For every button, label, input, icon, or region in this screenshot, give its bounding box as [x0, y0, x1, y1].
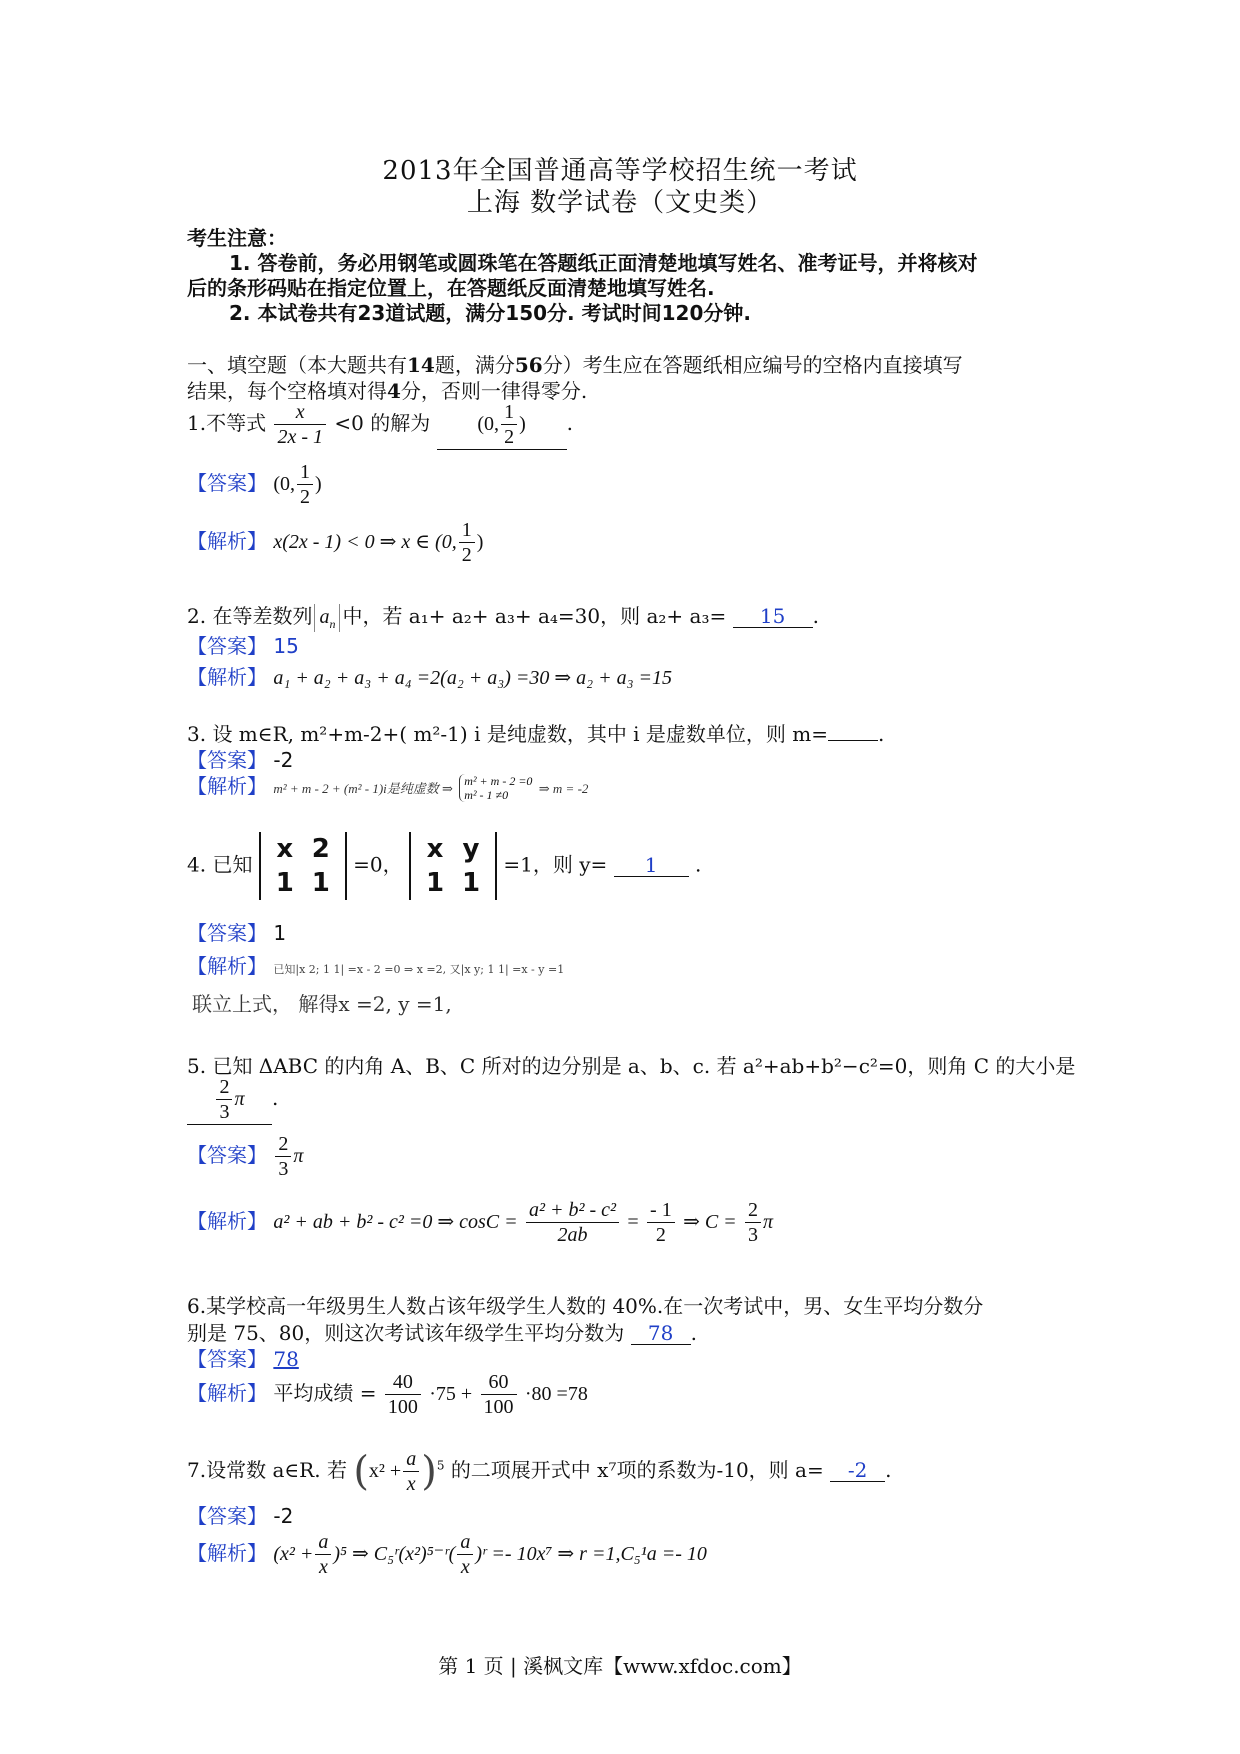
determinant-2: x y 1 1: [409, 832, 497, 900]
page-footer: 第 1 页 | 溪枫文库【www.xfdoc.com】: [438, 1654, 802, 1678]
question-5: 5. 已知 ΔABC 的内角 A、B、C 所对的边分别是 a、b、c. 若 a²+ab+b²−c²=0，则角 C 的大小是: [187, 1054, 1076, 1078]
question-6-line-1: 6.某学校高一年级男生人数占该年级学生人数的 40%.在一次考试中，男、女生平均分数分: [187, 1294, 984, 1318]
question-4: 4. 已知 x 2 1 1 =0， x y 1 1 =1，则 y= 1 .: [187, 834, 702, 898]
analysis-4-line-2: 联立上式， 解得x =2, y =1,: [192, 992, 452, 1016]
answer-5: 【答案】 $\frac{2}{3}$ π: [187, 1133, 304, 1180]
analysis-5: 【解析】 a² + ab + b² - c² =0 ⇒ cosC = $\frac{\text{a² + b² - c²}}{2ab}$ = $\frac{- 1}{2}$ ⇒ C = $\frac{2}{3}$ π: [187, 1199, 774, 1246]
question-7: 7.设常数 a∈R. 若 (x² + $\frac{a}{x}$ )$^5$ 的二项展开式中 x⁷项的系数为-10，则 a= -2 .: [187, 1448, 892, 1495]
exam-title: 2013年全国普通高等学校招生统一考试: [382, 156, 858, 186]
question-3: 3. 设 m∈R, m²+m-2+( m²-1) i 是纯虚数，其中 i 是虚数单位，则 m= .: [187, 722, 885, 746]
notice-item-1-line-1: 1. 答卷前，务必用钢笔或圆珠笔在答题纸正面清楚地填写姓名、准考证号，并将核对: [229, 251, 978, 275]
answer-4: 【答案】 1: [187, 921, 287, 945]
question-2: 2. 在等差数列 $a_n$ 中，若 a₁+ a₂+ a₃+ a₄=30，则 a₂+ a₃= 15 .: [187, 604, 819, 631]
section-heading-line-2: 结果，每个空格填对得4分，否则一律得零分.: [187, 379, 588, 403]
analysis-6: 【解析】 平均成绩 = $\frac{40}{100}$ ·75 + $\frac{60}{100}$ ·80 =78: [187, 1371, 588, 1418]
notice-heading: 考生注意：: [187, 226, 287, 250]
analysis-4: 【解析】 已知|x 2; 1 1| =x - 2 =0 ⇒ x =2, 又|x y; 1 1| =x - y =1: [187, 954, 565, 978]
analysis-3: 【解析】 m² + m - 2 + (m² - 1)i是纯虚数 ⇒ m² + m - 2 =0 m² - 1 ≠0 ⇒ m = -2: [187, 773, 589, 802]
answer-6: 【答案】 78: [187, 1347, 299, 1371]
question-1: 1.不等式 $\frac{x}{2x - 1}$ <0 的解为 (0, $\frac{1}{2}$ ) .: [187, 401, 573, 448]
section-heading-line-1: 一、填空题（本大题共有14题，满分56分）考生应在答题纸相应编号的空格内直接填写: [187, 353, 963, 377]
determinant-1: x 2 1 1: [259, 832, 347, 900]
question-5-blank: $\frac{2}{3}$ π .: [187, 1075, 278, 1125]
answer-1: 【答案】 (0, $\frac{1}{2}$ ): [187, 461, 322, 508]
answer-3: 【答案】 -2: [187, 748, 294, 772]
analysis-7: 【解析】 (x² + $\frac{a}{x}$ )⁵ ⇒ C₅ʳ(x²)⁵⁻ʳ( $\frac{a}{x}$ )ʳ =- 10x⁷ ⇒ r =1,C₅¹a =- 10: [187, 1531, 707, 1578]
notice-item-2: 2. 本试卷共有23道试题，满分150分. 考试时间120分钟.: [229, 301, 751, 325]
answer-2: 【答案】 15: [187, 634, 299, 658]
analysis-2: 【解析】 a₁ + a₂ + a₃ + a₄ =2(a₂ + a₃) =30 ⇒ a₂ + a₃ =15: [187, 665, 673, 689]
exam-subtitle: 上海 数学试卷（文史类）: [466, 188, 774, 218]
answer-7: 【答案】 -2: [187, 1504, 294, 1528]
analysis-1: 【解析】 x(2x - 1) < 0 ⇒ x ∈ (0, $\frac{1}{2}$ ): [187, 519, 484, 566]
notice-item-1-line-2: 后的条形码贴在指定位置上，在答题纸反面清楚地填写姓名.: [187, 276, 715, 300]
question-6-line-2: 别是 75、80，则这次考试该年级学生平均分数为 78 .: [187, 1321, 697, 1345]
